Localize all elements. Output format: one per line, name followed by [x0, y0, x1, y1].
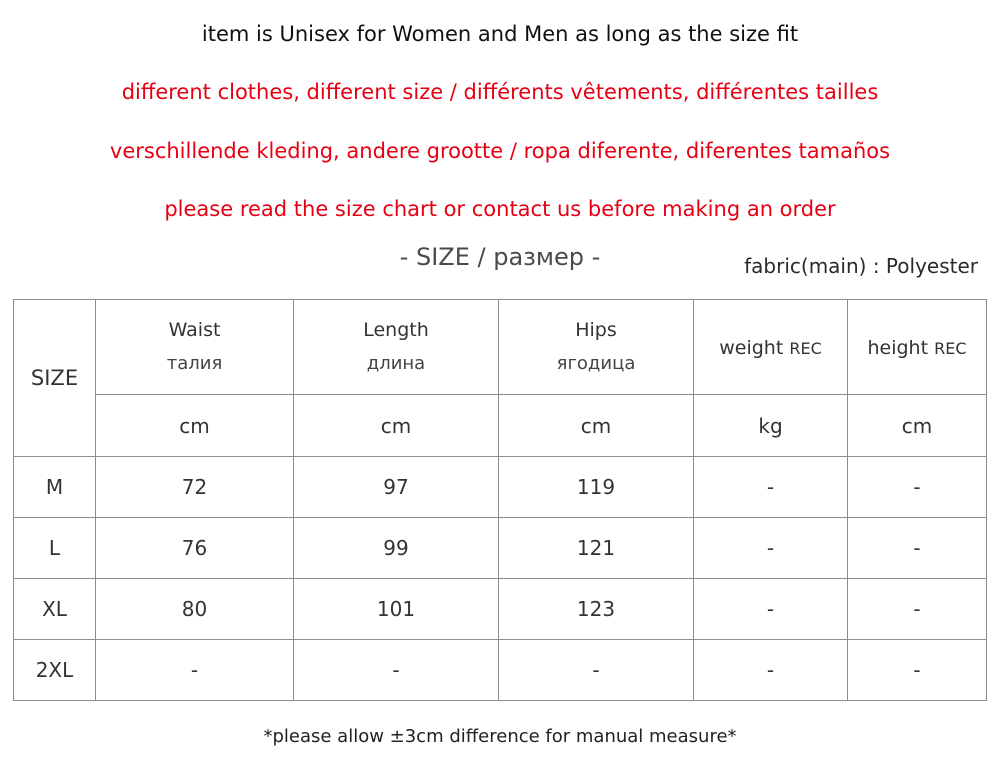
length-cell: - [294, 640, 499, 701]
read-size-chart-notice: please read the size chart or contact us before making an order [164, 197, 836, 221]
length-cell: 97 [294, 457, 499, 518]
waist-header-ru: талия [166, 353, 223, 374]
height-unit: cm [848, 395, 987, 457]
height-header-rec: REC [934, 339, 967, 358]
size-column-header [14, 300, 96, 457]
height-cell: - [848, 579, 987, 640]
table-row [14, 640, 987, 701]
size-chart-table [13, 299, 987, 701]
height-column-header [848, 300, 987, 395]
waist-column-header [96, 300, 294, 395]
length-unit: cm [294, 395, 499, 457]
hips-cell: 123 [499, 579, 694, 640]
waist-unit: cm [96, 395, 294, 457]
hips-column-header [499, 300, 694, 395]
weight-cell: - [694, 640, 848, 701]
size-cell: XL [14, 579, 96, 640]
weight-column-header [694, 300, 848, 395]
height-header-label [867, 337, 966, 359]
weight-unit: kg [694, 395, 848, 457]
waist-header-label: Waist [168, 319, 221, 341]
height-cell: - [848, 640, 987, 701]
weight-cell: - [694, 518, 848, 579]
size-heading: - SIZE / размер - [399, 243, 601, 271]
hips-cell: - [499, 640, 694, 701]
size-warning-en-fr: different clothes, different size / différents vêtements, différentes tailles [121, 80, 879, 104]
waist-cell: 76 [96, 518, 294, 579]
weight-cell: - [694, 579, 848, 640]
length-cell: 101 [294, 579, 499, 640]
weight-header-name: weight [719, 337, 784, 359]
hips-cell: 119 [499, 457, 694, 518]
table-header-row [14, 300, 987, 395]
height-cell: - [848, 518, 987, 579]
height-header-name: height [867, 337, 929, 359]
weight-header-rec: REC [789, 339, 822, 358]
hips-unit: cm [499, 395, 694, 457]
table-row [14, 457, 987, 518]
waist-cell: 80 [96, 579, 294, 640]
weight-header-label [719, 337, 822, 359]
unit-row [14, 395, 987, 457]
length-column-header [294, 300, 499, 395]
size-header-label: SIZE [30, 366, 79, 390]
hips-cell: 121 [499, 518, 694, 579]
fabric-info: fabric(main) : Polyester [744, 254, 978, 278]
hips-header-ru: ягодица [556, 353, 636, 374]
size-cell: 2XL [14, 640, 96, 701]
size-cell: L [14, 518, 96, 579]
waist-cell: 72 [96, 457, 294, 518]
table-row [14, 518, 987, 579]
measurement-tolerance-note: *please allow ±3cm difference for manual measure* [263, 726, 737, 747]
size-cell: M [14, 457, 96, 518]
weight-cell: - [694, 457, 848, 518]
hips-header-label: Hips [575, 319, 617, 341]
length-cell: 99 [294, 518, 499, 579]
table-row [14, 579, 987, 640]
unisex-notice: item is Unisex for Women and Men as long as the size fit [201, 22, 799, 46]
length-header-ru: длина [366, 353, 426, 374]
waist-cell: - [96, 640, 294, 701]
length-header-label: Length [363, 319, 429, 341]
size-warning-nl-es: verschillende kleding, andere grootte / ropa diferente, diferentes tamaños [109, 139, 891, 163]
height-cell: - [848, 457, 987, 518]
